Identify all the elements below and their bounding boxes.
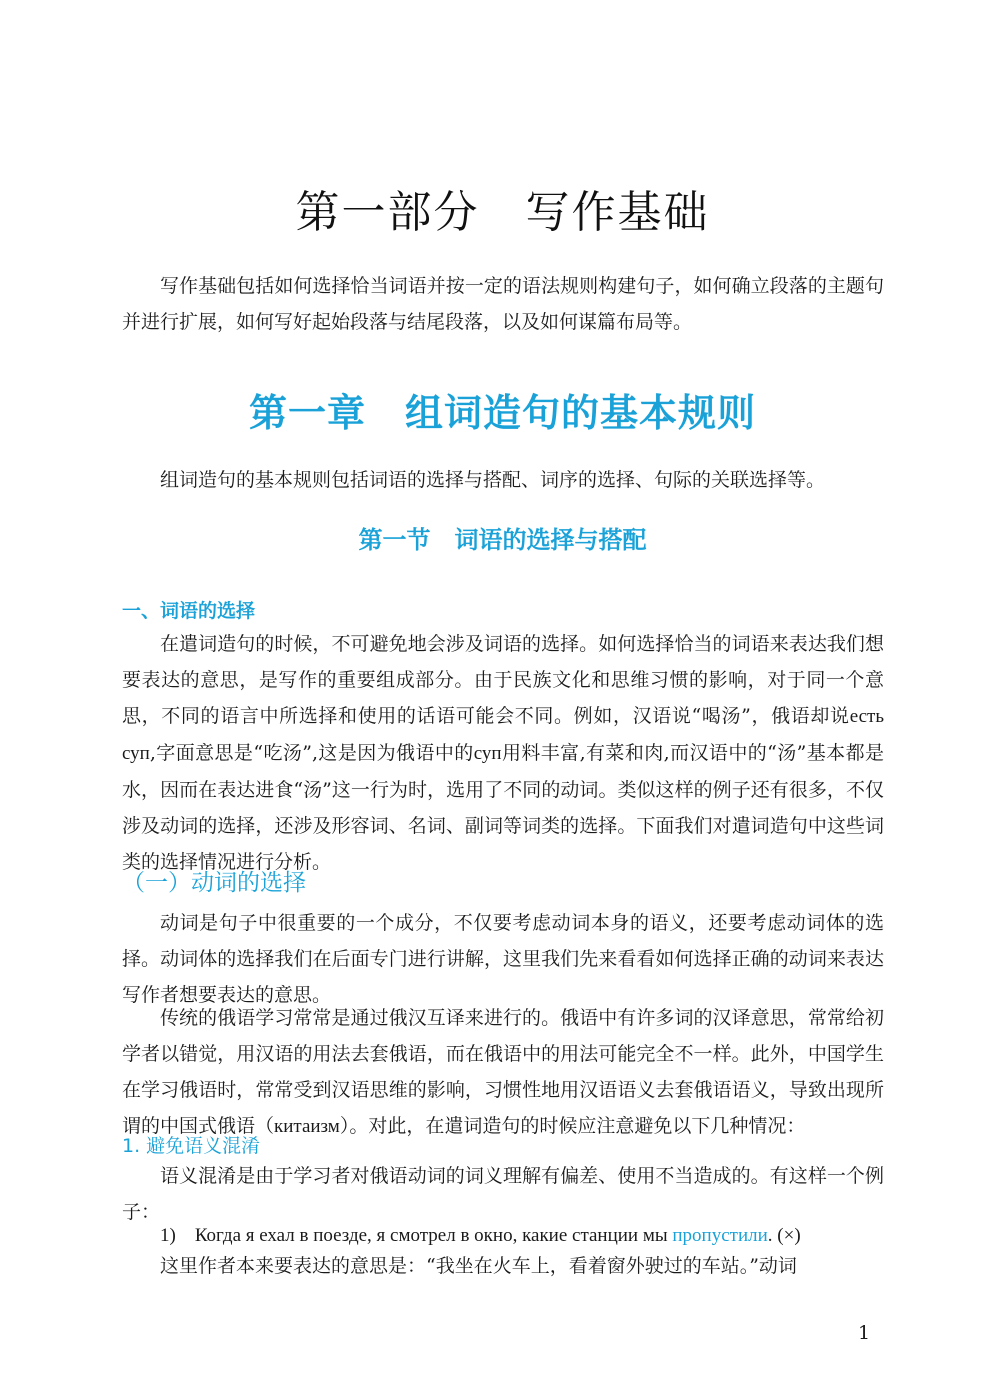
text-run: 用料丰富,有菜和肉,而汉语中的“汤”基本都是水，因而在表达进食“汤”这一行为时，选用了不同的动词。类似这样的例子还有很多，不仅涉及动词的选择，还涉及形容词、名词、副词等词类的选择。下面我们对遣词造句中这些词类的选择情况进行分析。 <box>122 742 884 873</box>
text-run: 传统的俄语学习常常是通过俄汉互译来进行的。俄语中有许多词的汉译意思，常常给初学者以错觉，用汉语的用法去套俄语，而在俄语中的用法可能完全不一样。此外，中国学生在学习俄语时，常常受到汉语思维的影响，习惯性地用汉语语义去套俄语语义，导致出现所谓的中国式俄语（ <box>122 1007 884 1137</box>
verb-choice-paragraph-1: 动词是句子中很重要的一个成分，不仅要考虑动词本身的语义，还要考虑动词体的选择。动词体的选择我们在后面专门进行讲解，这里我们先来看看如何选择正确的动词来表达写作者想要表达的意思。 <box>122 912 884 1006</box>
russian-word: китаизм <box>274 1116 340 1137</box>
subsection-heading-avoid-confusion: 1. 避免语义混淆 <box>122 1135 261 1157</box>
chapter-title: 第一章 组词造句的基本规则 <box>248 391 756 435</box>
explanation-paragraph: 这里作者本来要表达的意思是：“我坐在火车上，看着窗外驶过的车站。”动词 <box>160 1255 797 1277</box>
subsection-heading-word-choice: 一、词语的选择 <box>122 600 256 622</box>
avoid-confusion-paragraph: 语义混淆是由于学习者对俄语动词的词义理解有偏差、使用不当造成的。有这样一个例子： <box>122 1165 884 1223</box>
subsection-heading-verb-choice: （一）动词的选择 <box>122 870 306 896</box>
part-title: 第一部分 写作基础 <box>295 187 710 238</box>
section-title: 第一节 词语的选择与搭配 <box>358 525 647 554</box>
text-run: ,字面意思是“吃汤”,这是因为俄语中的 <box>149 742 474 764</box>
example-text: Когда я ехал в поезде, я смотрел в окно, какие станции мы <box>194 1225 673 1246</box>
word-choice-paragraph <box>122 626 884 880</box>
example-mark: . (×) <box>767 1225 801 1246</box>
russian-word: суп <box>473 743 502 764</box>
example-number: 1) <box>160 1225 176 1246</box>
example-highlight: пропустили <box>672 1225 768 1246</box>
russian-phrase: есть суп <box>122 706 884 764</box>
part-intro: 写作基础包括如何选择恰当词语并按一定的语法规则构建句子，如何确立段落的主题句并进行扩展，如何写好起始段落与结尾段落，以及如何谋篇布局等。 <box>122 275 884 333</box>
text-run: 在遣词造句的时候，不可避免地会涉及词语的选择。如何选择恰当的词语来表达我们想要表达的意思，是写作的重要组成部分。由于民族文化和思维习惯的影响，对于同一个意思，不同的语言中所选择和使用的话语可能会不同。例如，汉语说“喝汤”，俄语却说 <box>122 633 884 727</box>
page-number: 1 <box>858 1322 871 1344</box>
chapter-intro: 组词造句的基本规则包括词语的选择与搭配、词序的选择、句际的关联选择等。 <box>160 469 826 491</box>
verb-choice-paragraph-2 <box>122 1000 884 1145</box>
text-run: ）。对此，在遣词造句的时候应注意避免以下几种情况： <box>339 1115 806 1137</box>
